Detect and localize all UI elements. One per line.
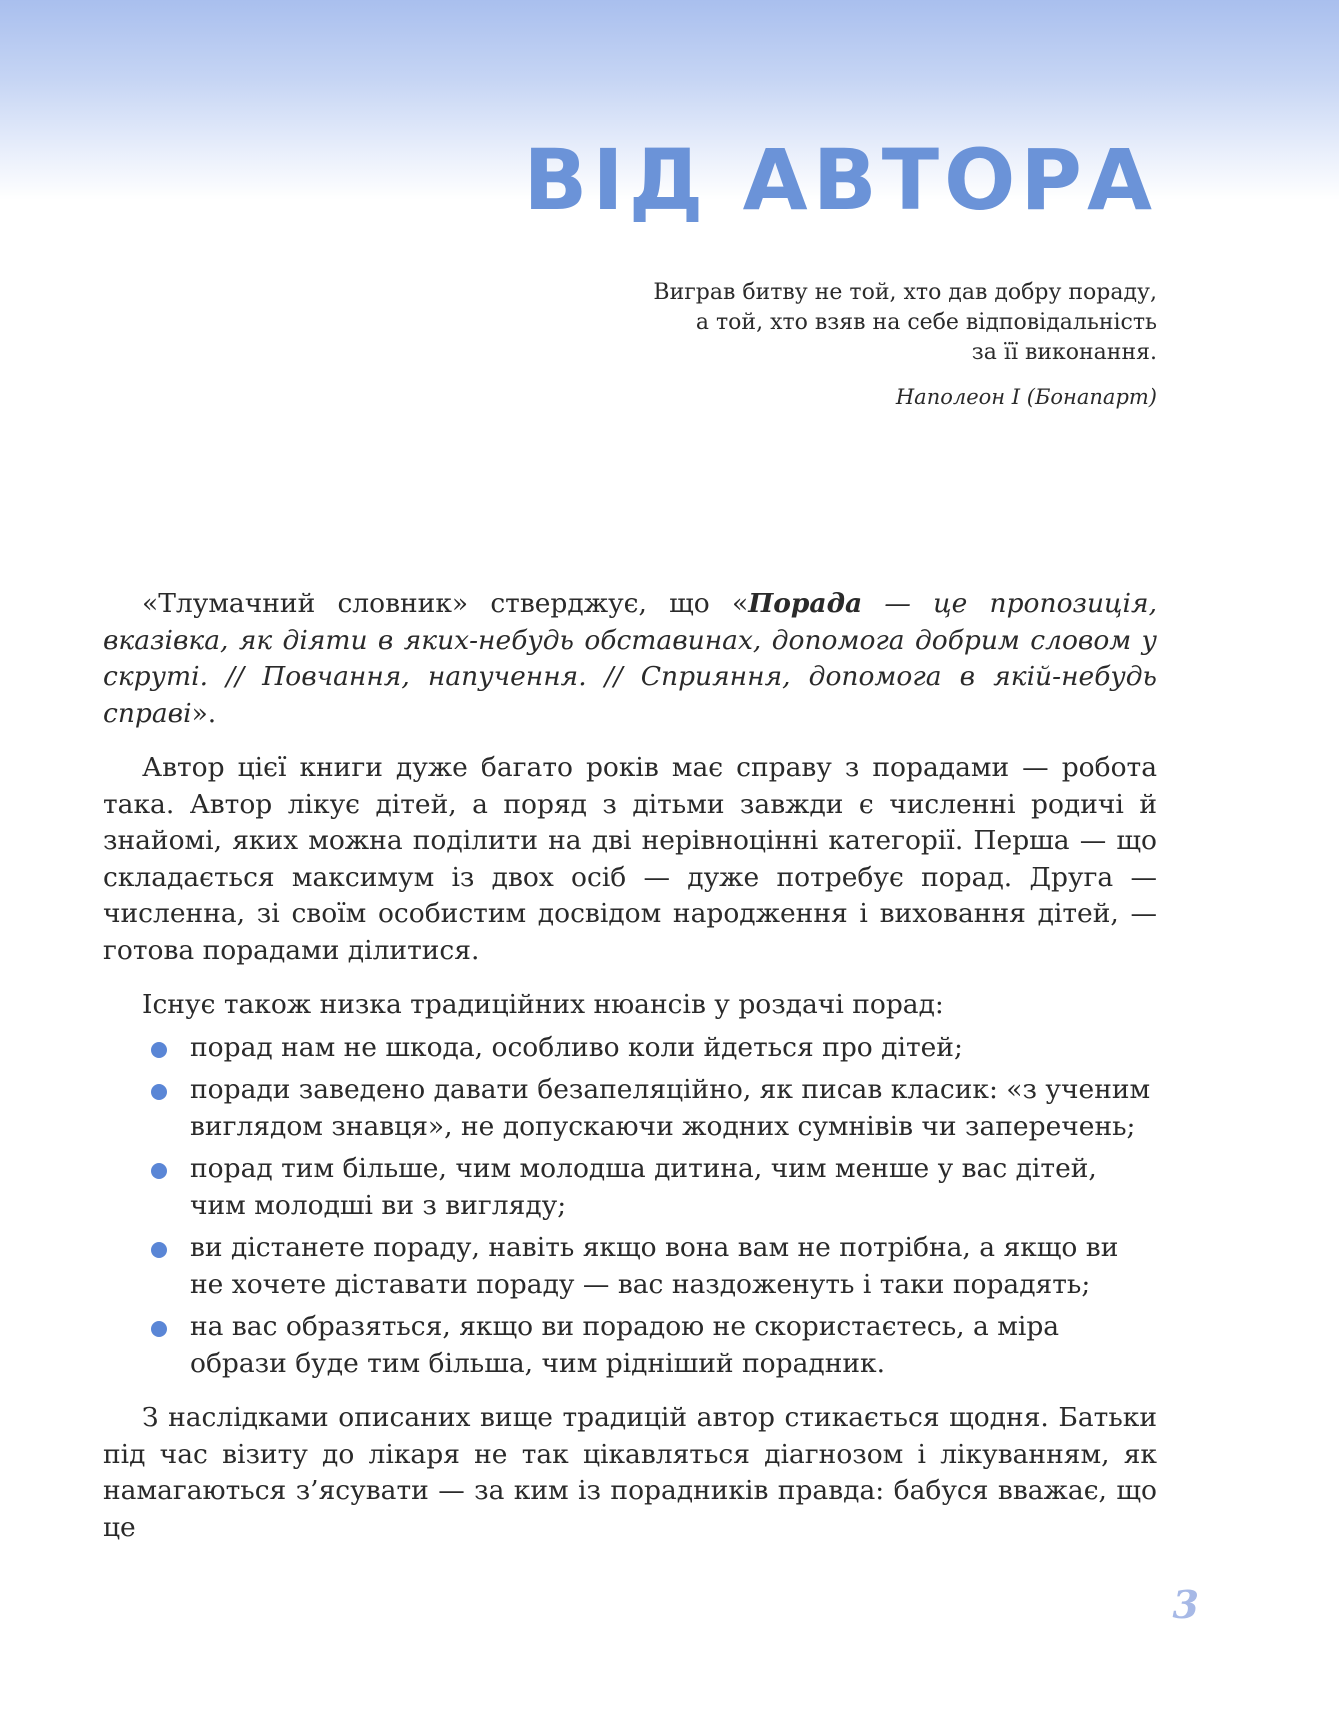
paragraph-consequences: З наслідками описаних вище традицій автор стикається щодня. Батьки під час візиту до лікаря не так цікавляться діагнозом і лікуванням, як намагаються з’ясувати — за ким із порадників правда: бабуся вважає, що це (103, 1402, 1157, 1543)
page-title: ВІД АВТОРА (523, 131, 1157, 229)
list-item (103, 1151, 1157, 1224)
list-item-text: поради заведено давати безапеляційно, як писав класик: «з ученим виглядом знавця», не допускаючи жодних сумнівів чи заперечень; (190, 1074, 1151, 1142)
bullet-dot-icon (151, 1084, 167, 1100)
list-item (103, 1072, 1157, 1145)
list-item-text: ви дістанете пораду, навіть якщо вона вам не потрібна, а якщо ви не хочете діставати пораду — вас наздоженуть і таки порадять; (190, 1232, 1119, 1300)
body-text (103, 586, 1157, 1564)
definition-term: Порада (748, 588, 863, 619)
definition-text: — це пропозиція, вказівка, як діяти в яких-небудь обставинах, допомога добрим словом у скруті. // Повчання, напучення. // Сприяння, допомога в якій-небудь справі (103, 588, 1157, 729)
bullet-dot-icon (151, 1042, 167, 1058)
list-item-text: на вас образяться, якщо ви порадою не скористаєтесь, а міра образи буде тим більша, чим рідніший порадник. (190, 1311, 1060, 1379)
epigraph-author: Наполеон I (Бонапарт) (895, 385, 1157, 409)
bullet-dot-icon (151, 1163, 167, 1179)
epigraph-line: за її виконання. (971, 340, 1157, 365)
definition-close: ». (191, 697, 217, 729)
epigraph (653, 278, 1157, 412)
paragraph-author-intro: Автор цієї книги дуже багато років має справу з порадами — робота така. Автор лікує дітей, а поряд з дітьми завжди є численні родичі й знайомі, яких можна поділити на дві нерівноцінні категорії. Перша — що складається максимум із двох осіб — дуже потребує порад. Друга — численна, зі своїм особистим досвідом народження і виховання дітей, — готова порадами ділитися. (103, 752, 1157, 966)
list-item (103, 1309, 1157, 1382)
list-item-text: порад нам не шкода, особливо коли йдеться про дітей; (190, 1031, 963, 1063)
definition-lead: «Тлумачний словник» стверджує, що « (142, 588, 749, 619)
epigraph-line: Виграв битву не той, хто дав добру пораду, (653, 280, 1157, 305)
list-item (103, 1030, 1157, 1067)
page-number: 3 (1172, 1582, 1199, 1627)
list-item (103, 1230, 1157, 1303)
paragraph-definition (103, 586, 1157, 732)
epigraph-line: а той, хто взяв на себе відповідальність (695, 310, 1157, 335)
list-item-text: порад тим більше, чим молодша дитина, чим менше у вас дітей, чим молодші ви з вигляду; (190, 1153, 1097, 1221)
bullet-dot-icon (151, 1242, 167, 1258)
bullet-dot-icon (151, 1321, 167, 1337)
paragraph-list-intro: Існує також низка традиційних нюансів у роздачі порад: (142, 989, 944, 1020)
bullet-list (103, 1030, 1157, 1383)
